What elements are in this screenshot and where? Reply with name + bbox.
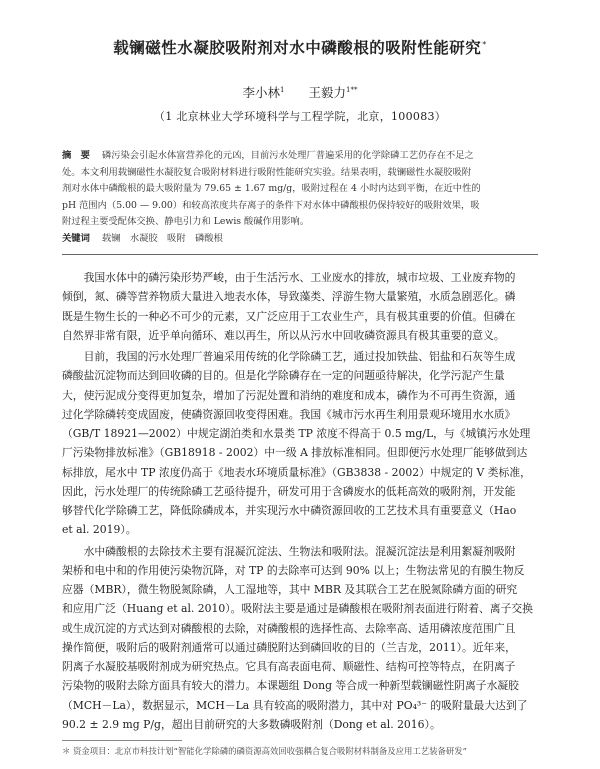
paper-title-text: 载镧磁性水凝胶吸附剂对水中磷酸根的吸附性能研究	[113, 39, 482, 57]
body-line: 架桥和电中和的作用使污染物沉降，对 TP 的去除率可达到 90% 以上；生物法常见的有膜生物反	[62, 563, 525, 577]
paragraph-3	[62, 542, 542, 735]
abstract-line: 附过程主要受配体交换、静电引力和 Lewis 酸碱作用影响。	[62, 216, 310, 228]
abstract-line: pH 范围内（5.00 — 9.00）和较高浓度共存离子的条件下对水体中磷酸根仍保持较好的吸附效果，吸	[62, 199, 480, 211]
body-line: 我国水体中的磷污染形势严峻，由于生活污水、工业废水的排放，城市垃圾、工业废弃物的	[62, 271, 516, 284]
author-name: 李小林	[242, 85, 281, 100]
body-line: 因此，污水处理厂的传统除磷工艺亟待提升，研发可用于含磷废水的低耗高效的吸附剂，开发能	[62, 484, 516, 498]
body-text	[62, 268, 542, 734]
body-line: 过化学除磷转变成固废，使磷资源回收变得困难。我国《城市污水再生利用景观环境用水水质》	[62, 407, 516, 421]
body-line: （MCH－La），数据显示，MCH－La 具有较高的吸附潜力，其中对 PO₄³⁻ 的吸附量最大达到了	[62, 698, 528, 712]
keyword: 吸附	[167, 232, 186, 244]
paragraph-1	[62, 268, 542, 345]
body-line: 既是生物生长的一种必不可少的元素，又广泛应用于工农业生产，具有极其重要的价值。但磷在	[62, 309, 516, 323]
abstract-line: 处。本文利用载镧磁性水凝胶复合吸附材料进行吸附性能研究实验。结果表明，载镧磁性水凝胶吸附	[62, 166, 472, 178]
body-line: 和应用广泛（Huang et al. 2010）。吸附法主要是通过是磷酸根在吸附剂表面进行附着、离子交换	[62, 602, 533, 616]
paper-title	[0, 36, 600, 58]
body-line: 水中磷酸根的去除技术主要有混凝沉淀法、生物法和吸附法。混凝沉淀法是利用絮凝剂吸附	[62, 544, 516, 558]
title-footnote-mark: *	[482, 39, 487, 49]
body-line: 厂污染物排放标准》（GB18918 - 2002）中一级 A 排放标准相同。但即便污水处理厂能够做到达	[62, 446, 528, 460]
abstract-section	[62, 148, 542, 248]
affiliation: （1 北京林业大学环境科学与工程学院，北京，100083）	[153, 110, 447, 123]
funding-footnote: ＊ 资金项目：北京市科技计划“智能化学除磷的磷资源高效回收强耦合复合吸附材料制备及应用工艺装备研发”	[62, 746, 467, 756]
author-affiliation-mark: 1	[280, 85, 285, 94]
keywords-line	[62, 231, 542, 248]
section-divider	[62, 254, 538, 255]
body-line: 够替代化学除磷工艺，降低除磷成本，并实现污水中磷资源回收的工艺技术具有重要意义（Hao	[62, 504, 517, 517]
body-line: 操作简便，吸附后的吸附剂通常可以通过磷脱附达到磷回收的目的（兰吉龙，2011）。近年来，	[62, 640, 516, 654]
body-line: 目前，我国的污水处理厂普遍采用传统的化学除磷工艺，通过投加铁盐、铝盐和石灰等生成	[62, 350, 516, 363]
author-list	[0, 83, 600, 101]
abstract-line-1	[62, 148, 542, 165]
body-line: 90.2 ± 2.9 mg P/g，超出目前研究的大多数磷吸附剂（Dong et al. 2016）。	[62, 717, 441, 731]
body-line: 应器（MBR），微生物脱氮除磷，人工湿地等，其中 MBR 及其联合工艺在脱氮除磷方面的研究	[62, 583, 518, 596]
author-name: 王毅力	[308, 85, 347, 100]
paragraph-2	[62, 347, 542, 540]
body-line: 污染物的吸附去除方面具有较大的潜力。本课题组 Dong 等合成一种新型载镧磁性阴离子水凝胶	[62, 679, 519, 693]
body-line: 或生成沉淀的方式达到对磷酸根的去除，对磷酸根的选择性高、去除率高、适用磷浓度范围广且	[62, 621, 516, 635]
body-line: 大，使污泥成分变得更加复杂，增加了污泥处置和消纳的难度和成本，磷作为不可再生资源，通	[62, 388, 516, 402]
abstract-text: 磷污染会引起水体富营养化的元凶，目前污水处理厂普遍采用的化学除磷工艺仍存在不足之	[101, 150, 474, 161]
keyword: 磷酸根	[194, 232, 223, 244]
body-line: 磷酸盐沉淀物而达到回收磷的目的。但是化学除磷存在一定的问题亟待解决，化学污泥产生量	[62, 369, 505, 383]
keyword: 水凝胶	[129, 232, 158, 244]
body-line: 标排放，尾水中 TP 浓度仍高于《地表水环境质量标准》（GB3838 - 2002）中规定的 V 类标准，	[62, 465, 531, 479]
keywords-label: 关键词	[62, 232, 90, 244]
body-line: 倾倒，氮、磷等营养物质大量进入地表水体，导致藻类、浮游生物大量繁殖，水质急剧恶化。磷	[62, 290, 516, 304]
body-line: 阴离子水凝胶基吸附剂成为研究热点。它具有高表面电荷、顺磁性、结构可控等特点，在阴离子	[62, 660, 516, 673]
author-affiliation-mark: 1**	[346, 85, 358, 94]
body-line: et al. 2019）。	[62, 523, 137, 537]
abstract-line: 剂对水体中磷酸根的最大吸附量为 79.65 ± 1.67 mg/g，吸附过程在 4 小时内达到平衡，在近中性的	[62, 183, 481, 195]
keyword: 载镧	[101, 232, 121, 244]
footnote-rule	[62, 740, 182, 741]
body-line: 自然界非常有限，近乎单向循环、难以再生，所以从污水中回收磷资源具有极其重要的意义。	[62, 328, 505, 342]
abstract-label: 摘 要	[62, 150, 90, 161]
body-line: （GB/T 18921—2002）中规定湖泊类和水景类 TP 浓度不得高于 0.5 mg/L，与《城镇污水处理	[62, 427, 531, 440]
